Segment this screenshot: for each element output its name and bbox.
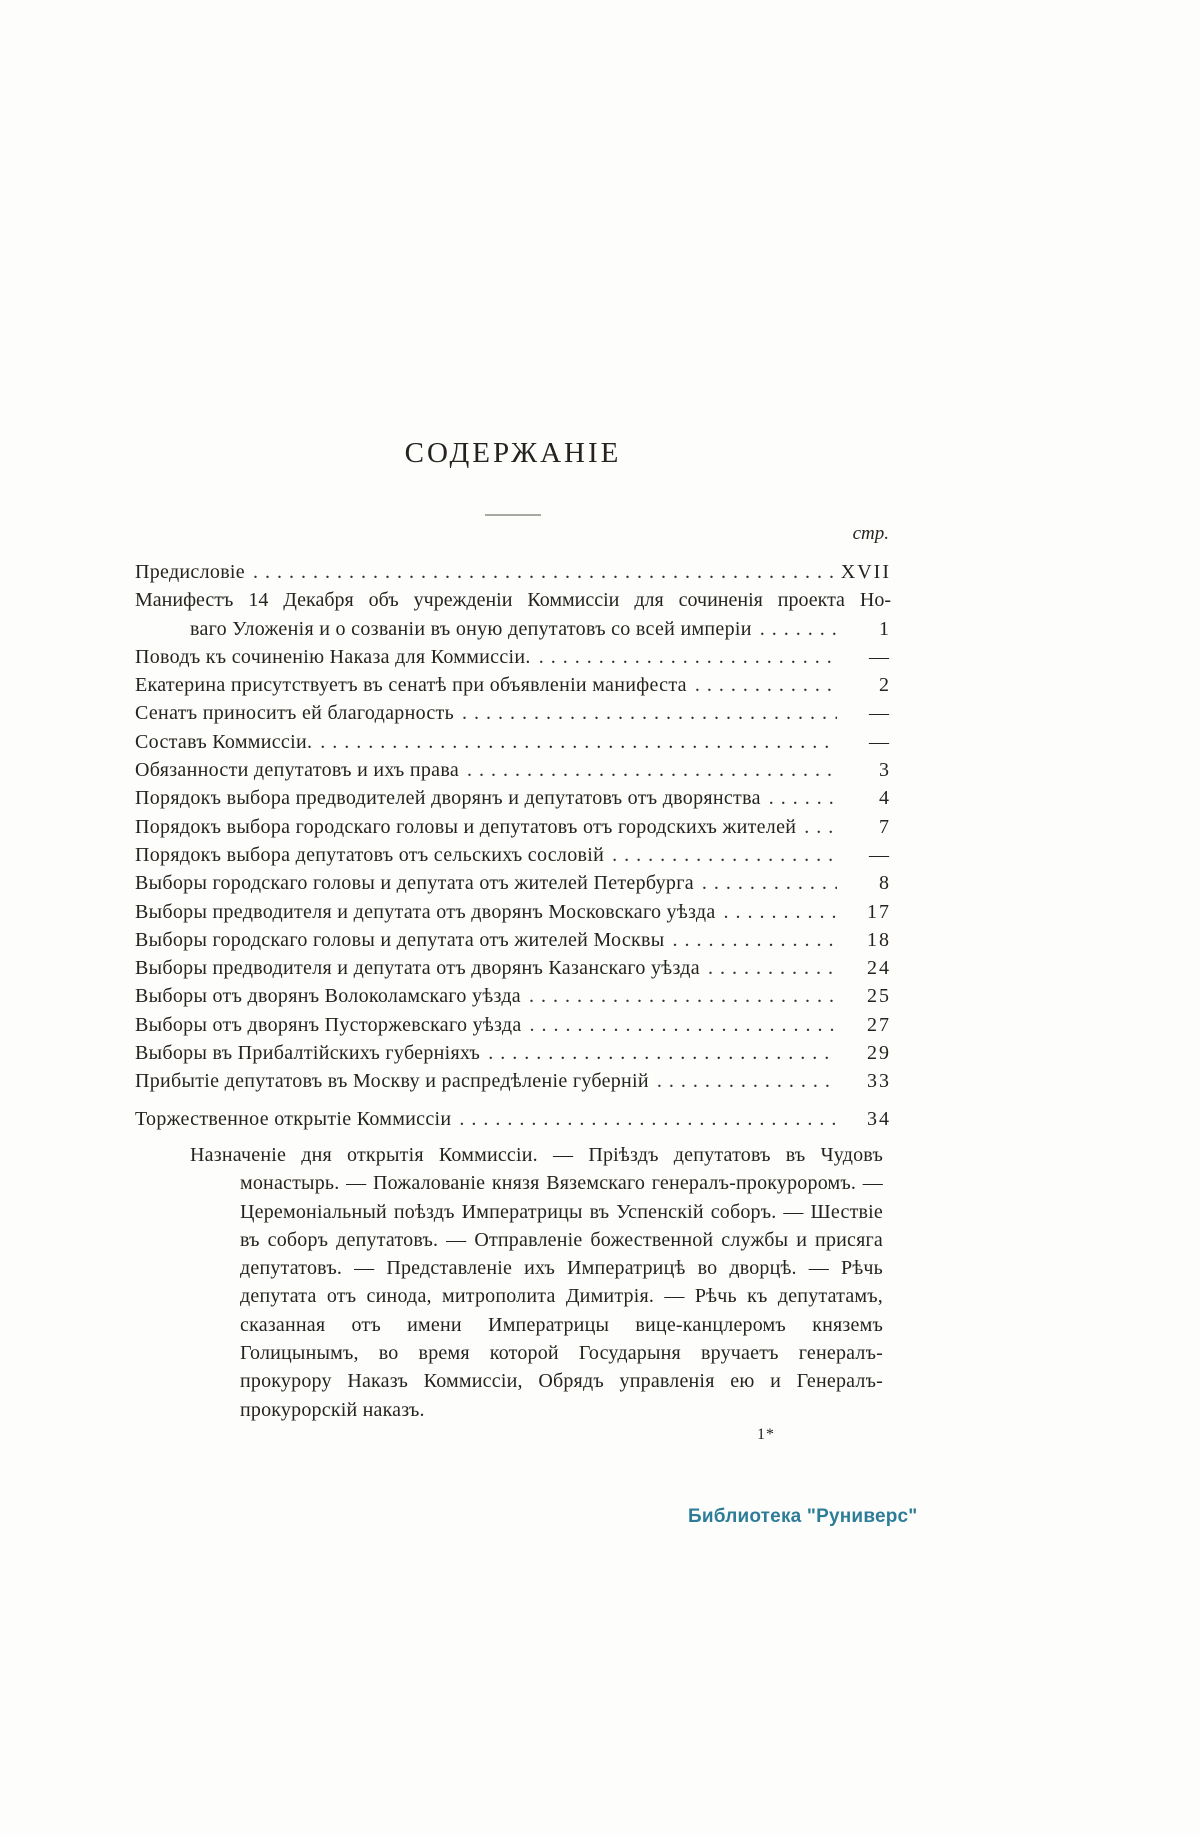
toc-entry <box>135 728 891 756</box>
toc-entry-text: Выборы городскаго головы и депутата отъ жителей Петербурга <box>135 872 694 895</box>
toc-page-number: 24 <box>867 957 891 980</box>
toc-page-number: 27 <box>867 1013 891 1036</box>
toc-entry <box>135 926 891 954</box>
toc-page-number: 4 <box>879 787 891 810</box>
toc-entry-text: Выборы отъ дворянъ Пусторжевскаго уѣзда <box>135 1013 522 1036</box>
toc-entry-text: Торжественное открытіе Коммиссіи <box>135 1107 452 1130</box>
toc-leader-dots <box>724 898 837 926</box>
toc-entry <box>135 784 891 812</box>
toc-page-number: 25 <box>867 985 891 1008</box>
toc-entry-text: Сенатъ приноситъ ей благодарность <box>135 702 455 725</box>
toc-page-number: 33 <box>867 1070 891 1093</box>
toc-entry-text: Порядокъ выбора депутатовъ отъ сельскихъ сословій <box>135 843 605 866</box>
toc-leader-dots <box>702 869 837 897</box>
toc-leader-dots <box>695 671 837 699</box>
toc-leader-dots <box>804 813 837 841</box>
toc-leader-dots <box>488 1039 837 1067</box>
toc-leader-dots <box>529 982 837 1010</box>
toc-leader-dots <box>708 954 837 982</box>
toc-entry <box>135 643 891 671</box>
signature-mark: 1* <box>757 1425 775 1443</box>
toc-leader-dots <box>760 615 837 643</box>
section-summary: Назначеніе дня открытія Коммиссіи. — Пріѣздъ депутатовъ въ Чудовъ монастырь. — Пожалованіе князя Вяземскаго генералъ-прокуроромъ. — Церемоніальный поѣздъ Императрицы въ Успенскій соборъ. — Шествіе въ соборъ депутатовъ. — Отправленіе божественной службы и присяга депутатовъ. — Представленіе ихъ Императрицѣ во дворцѣ. — Рѣчь депутата отъ синода, митрополита Димитрія. — Рѣчь къ депутатамъ, сказанная отъ имени Императрицы вице-канцлеромъ княземъ Голицынымъ, во время которой Государыня вручаетъ генералъ-прокурору Наказъ Коммиссіи, Обрядъ управленія ею и Генералъ-прокурорскій наказъ. <box>190 1143 883 1421</box>
title-divider <box>485 514 541 516</box>
toc-page-number: 17 <box>867 900 891 923</box>
toc-entry-text: Порядокъ выбора городскаго головы и депутатовъ отъ городскихъ жителей <box>135 815 797 838</box>
toc-entry-text: Поводъ къ сочиненію Наказа для Коммиссіи. <box>135 645 531 668</box>
toc-leader-dots <box>539 643 837 671</box>
toc-leader-dots <box>462 699 837 727</box>
toc-list <box>135 558 891 1133</box>
toc-entry <box>135 841 891 869</box>
toc-entry <box>135 982 891 1010</box>
toc-leader-dots <box>657 1067 837 1095</box>
toc-leader-dots <box>769 784 837 812</box>
toc-entry <box>135 1105 891 1133</box>
page-title: СОДЕРЖАНІЕ <box>404 437 622 469</box>
toc-page-number: 34 <box>867 1107 891 1130</box>
toc-leader-dots <box>320 728 837 756</box>
toc-entry <box>135 869 891 897</box>
toc-entry-text: Выборы городскаго головы и депутата отъ жителей Москвы <box>135 928 665 951</box>
toc-entry-text: Порядокъ выбора предводителей дворянъ и депутатовъ отъ дворянства <box>135 787 761 810</box>
toc-entry <box>135 671 891 699</box>
toc-entry-text: Екатерина присутствуетъ въ сенатѣ при объявленіи манифеста <box>135 674 687 697</box>
toc-entry <box>135 1039 891 1067</box>
toc-entry-text: Выборы предводителя и депутата отъ дворянъ Московскаго уѣзда <box>135 900 716 923</box>
toc-page-number: 3 <box>879 759 891 782</box>
toc-page-number: XVII <box>840 561 891 583</box>
toc-leader-dots <box>612 841 837 869</box>
toc-page-number: 7 <box>879 815 891 838</box>
toc-entry-text: Предисловіе <box>135 561 245 583</box>
toc-entry <box>135 898 891 926</box>
toc-entry <box>135 756 891 784</box>
toc-entry <box>135 699 891 727</box>
toc-leader-dots <box>467 756 837 784</box>
toc-page-number: — <box>869 702 891 725</box>
toc-entry <box>135 813 891 841</box>
toc-entry <box>135 1011 891 1039</box>
toc-entry-text: Обязанности депутатовъ и ихъ права <box>135 759 460 782</box>
toc-entry-first-line: Манифестъ 14 Декабря объ учрежденіи Коммиссіи для сочиненія проекта Но- <box>135 589 891 612</box>
toc-page-number: 18 <box>867 928 891 951</box>
toc-leader-dots <box>673 926 837 954</box>
page-column-header: стр. <box>852 523 889 544</box>
toc-entry-text: Прибытіе депутатовъ въ Москву и распредѣленіе губерній <box>135 1070 649 1093</box>
text-block <box>135 0 891 1444</box>
toc-page-number: 29 <box>867 1042 891 1065</box>
toc-page-number: 8 <box>879 872 891 895</box>
toc-entry <box>135 558 891 586</box>
toc-entry-text: Выборы отъ дворянъ Волоколамскаго уѣзда <box>135 985 521 1008</box>
toc-leader-dots <box>530 1011 837 1039</box>
toc-leader-dots <box>253 558 833 586</box>
toc-entry-text: ваго Уложенія и о созваніи въ оную депутатовъ со всей имперіи <box>190 617 752 640</box>
toc-entry <box>135 954 891 982</box>
toc-page-number: 1 <box>879 617 891 640</box>
toc-page-number: — <box>869 645 891 668</box>
toc-entry-text: Выборы предводителя и депутата отъ дворянъ Казанскаго уѣзда <box>135 957 700 980</box>
toc-entry-text: Выборы въ Прибалтійскихъ губерніяхъ <box>135 1042 481 1065</box>
toc-entry <box>135 1067 891 1095</box>
toc-entry <box>135 615 891 643</box>
toc-page-number: 2 <box>879 674 891 697</box>
toc-entry-text: Составъ Коммиссіи. <box>135 730 313 753</box>
toc-page-number: — <box>869 843 891 866</box>
toc-leader-dots <box>459 1105 837 1133</box>
toc-page-number: — <box>869 730 891 753</box>
library-watermark: Библиотека "Руниверс" <box>688 1506 918 1527</box>
